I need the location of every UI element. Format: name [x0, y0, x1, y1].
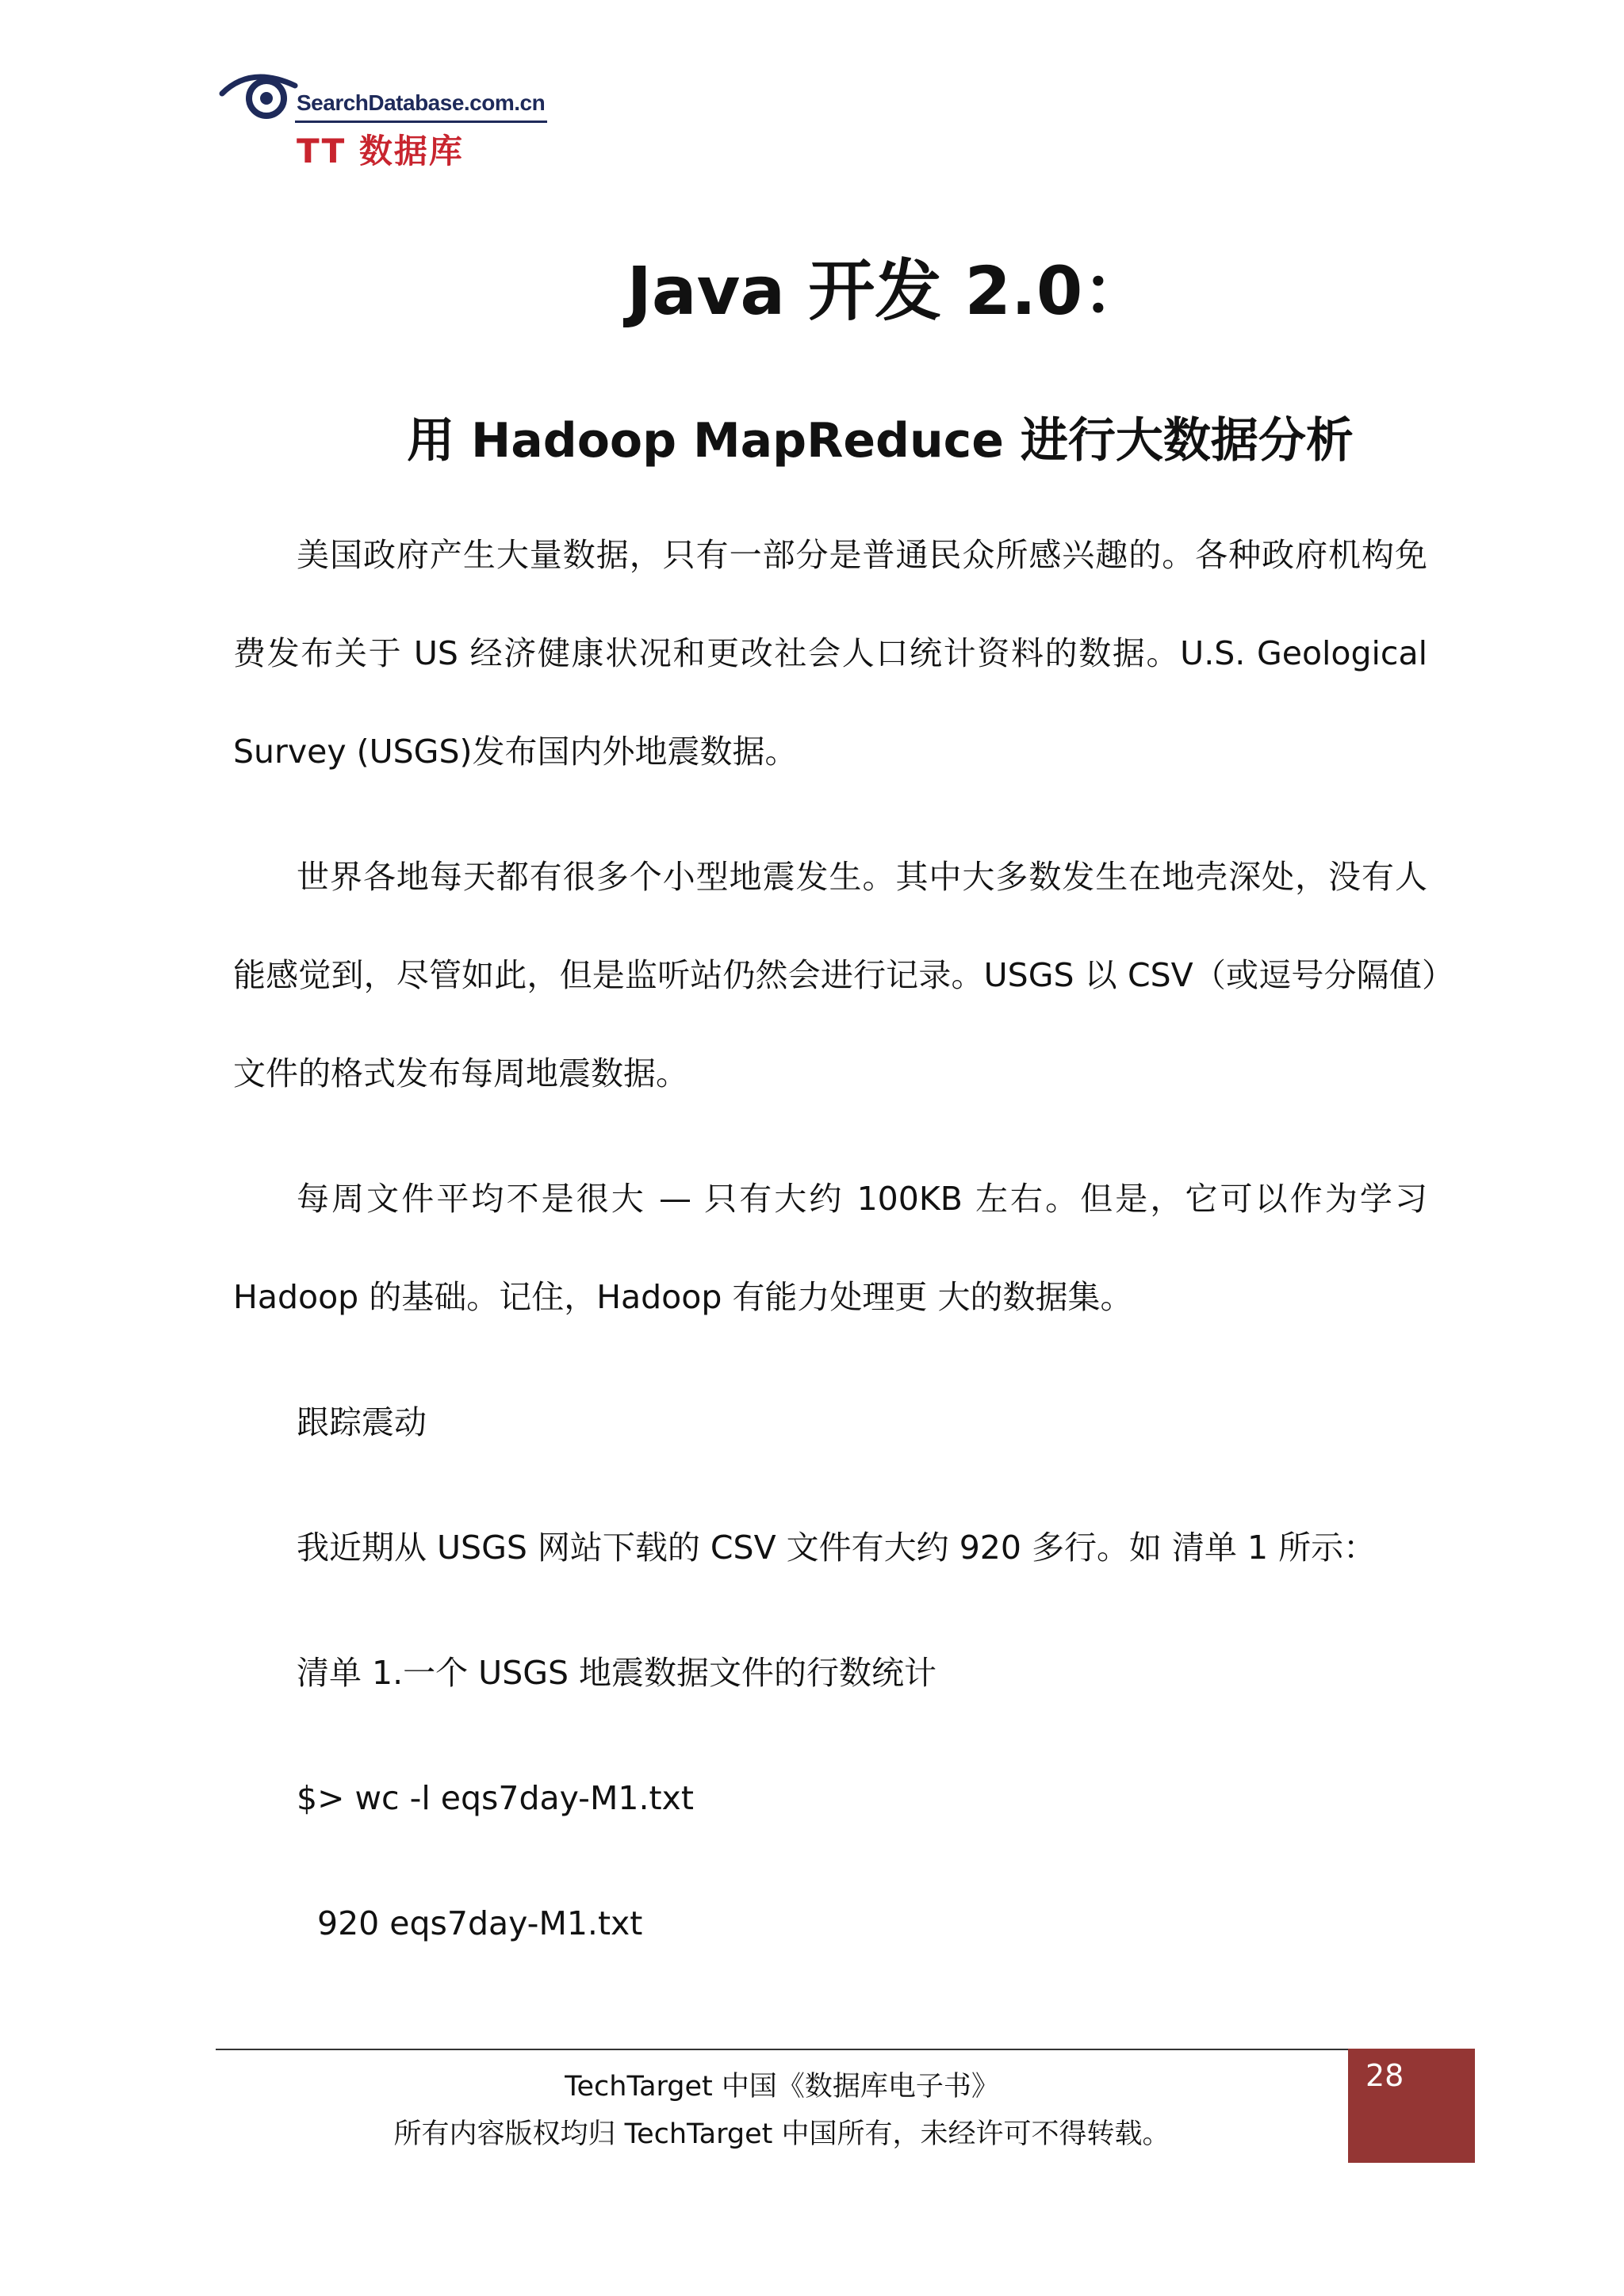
- paragraph-2-line-3: 文件的格式发布每周地震数据。: [233, 1054, 688, 1093]
- logo-underline: [295, 121, 547, 123]
- logo-chinese-name: TT 数据库: [297, 132, 464, 170]
- listing-output: 920 eqs7day-M1.txt: [317, 1904, 643, 1942]
- page-number: 28: [1365, 2058, 1404, 2093]
- page-number-box: [1348, 2049, 1475, 2163]
- footer-publication: TechTarget 中国《数据库电子书》: [565, 2071, 999, 2103]
- intro-text: 我近期从 USGS 网站下载的 CSV 文件有大约 920 多行。如 清单 1 所示：: [297, 1529, 1377, 1567]
- logo-site-name: SearchDatabase.com.cn: [297, 90, 546, 115]
- eye-logo-icon: [219, 70, 298, 133]
- paragraph-2-line-1: 世界各地每天都有很多个小型地震发生。其中大多数发生在地壳深处，没有人: [297, 858, 1427, 896]
- paragraph-1-line-3: Survey (USGS)发布国内外地震数据。: [233, 733, 798, 771]
- footer-copyright: 所有内容版权均归 TechTarget 中国所有，未经许可不得转载。: [393, 2118, 1170, 2150]
- page-subtitle: 用 Hadoop MapReduce 进行大数据分析: [407, 413, 1354, 469]
- listing-caption: 清单 1.一个 USGS 地震数据文件的行数统计: [297, 1654, 937, 1692]
- paragraph-1-line-2: 费发布关于 US 经济健康状况和更改社会人口统计资料的数据。U.S. Geological: [233, 634, 1427, 672]
- footer-divider: [216, 2049, 1348, 2050]
- paragraph-1-line-1: 美国政府产生大量数据，只有一部分是普通民众所感兴趣的。各种政府机构免: [297, 536, 1427, 574]
- page-title: Java 开发 2.0：: [626, 252, 1150, 330]
- paragraph-2-line-2: 能感觉到，尽管如此，但是监听站仍然会进行记录。USGS 以 CSV（或逗号分隔值）: [233, 956, 1454, 994]
- paragraph-3-line-1: 每周文件平均不是很大 — 只有大约 100KB 左右。但是，它可以作为学习: [297, 1180, 1427, 1218]
- paragraph-3-line-2: Hadoop 的基础。记住，Hadoop 有能力处理更 大的数据集。: [233, 1278, 1133, 1316]
- listing-command: $> wc -l eqs7day-M1.txt: [297, 1779, 694, 1817]
- site-logo[interactable]: [219, 70, 568, 170]
- section-heading: 跟踪震动: [297, 1403, 427, 1441]
